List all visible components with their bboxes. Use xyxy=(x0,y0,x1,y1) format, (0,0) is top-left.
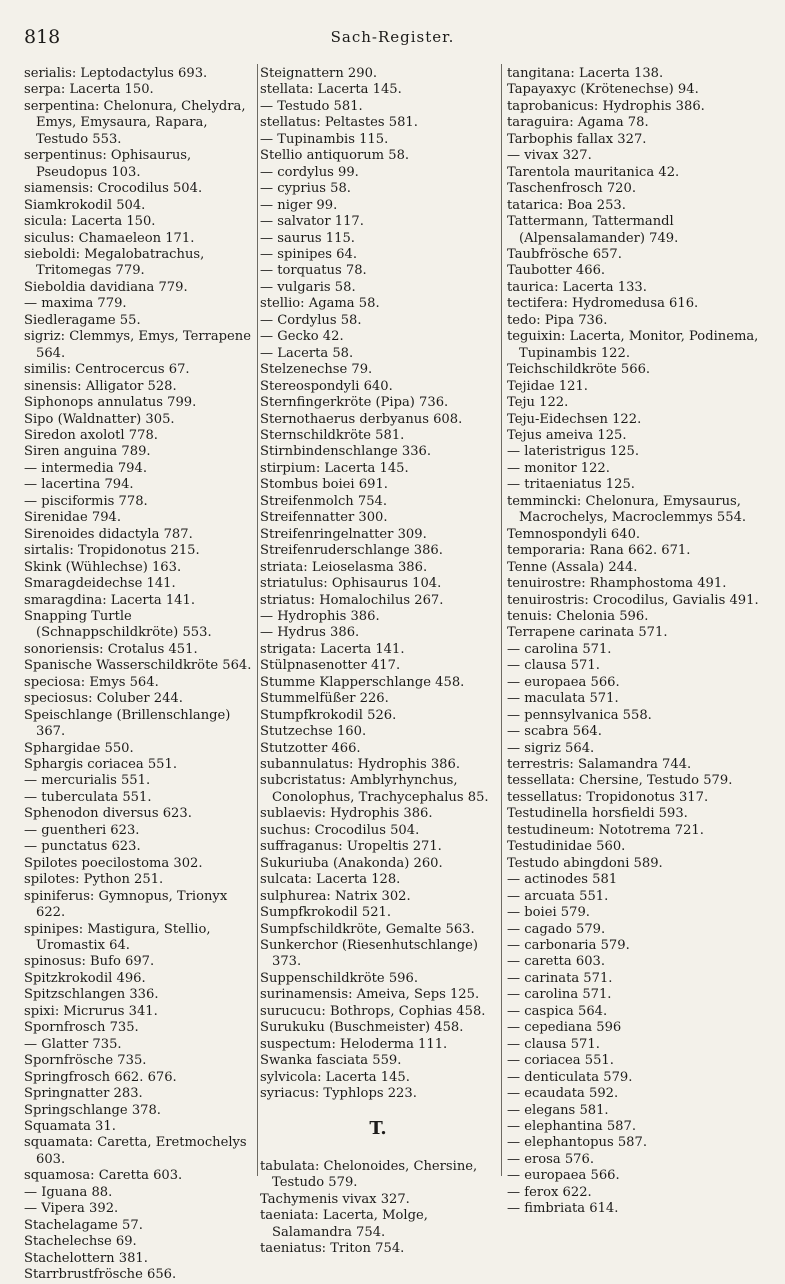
index-entry: — elephantopus 587. xyxy=(507,1135,647,1151)
index-entry: spinipes: Mastigura, Stellio, Uromastix 64. xyxy=(24,921,211,954)
index-entry: — Glatter 735. xyxy=(24,1036,122,1052)
index-entry: — elephantina 587. xyxy=(507,1119,637,1134)
index-entry: Teju-Eidechsen 122. xyxy=(507,411,642,427)
index-entry: Siren anguina 789. xyxy=(24,444,151,460)
index-entry: subannulatus: Hydrophis 386. xyxy=(260,757,460,773)
index-entry: tenuirostris: Crocodilus, Gavialis 491. xyxy=(507,592,759,608)
page-number: 818 xyxy=(24,26,61,48)
index-entry: — pisciformis 778. xyxy=(24,493,148,509)
index-entry: serialis: Leptodactylus 693. xyxy=(24,66,208,81)
index-entry: sylvicola: Lacerta 145. xyxy=(260,1069,410,1085)
index-entry: — cepediana 596 xyxy=(507,1020,622,1036)
index-entry: stirpium: Lacerta 145. xyxy=(260,460,409,476)
index-entry: — ecaudata 592. xyxy=(507,1086,619,1102)
index-entry: Streifenruderschlange 386. xyxy=(260,543,443,559)
index-entry: Streifenringelnatter 309. xyxy=(260,526,427,542)
index-entry: Sirenoides didactyla 787. xyxy=(24,526,193,542)
index-entry: — europaea 566. xyxy=(507,674,620,690)
index-entry: Siphonops annulatus 799. xyxy=(24,395,197,411)
index-entry: — elegans 581. xyxy=(507,1102,609,1118)
index-entry: sieboldi: Megalobatrachus, Tritomegas 779. xyxy=(24,246,205,279)
index-entry: tenuirostre: Rhamphostoma 491. xyxy=(507,576,727,592)
index-entry: Stellio antiquorum 58. xyxy=(260,148,410,164)
index-entry: stellio: Agama 58. xyxy=(260,296,380,312)
index-entry: spiniferus: Gymnopus, Trionyx 622. xyxy=(24,888,228,921)
index-entry: — caretta 603. xyxy=(507,954,606,970)
index-entry: — fimbriata 614. xyxy=(507,1201,619,1217)
index-entry: — punctatus 623. xyxy=(24,839,141,855)
index-entry: Teichschildkröte 566. xyxy=(507,362,651,378)
index-entry: Temnospondyli 640. xyxy=(507,526,641,542)
index-entry: suspectum: Heloderma 111. xyxy=(260,1036,448,1052)
index-entry: temmincki: Chelonura, Emysaurus, Macrochelys, Macroclemmys 554. xyxy=(507,493,747,526)
index-entry: Streifenmolch 754. xyxy=(260,493,388,509)
index-entry: strigata: Lacerta 141. xyxy=(260,641,405,657)
index-entry: spixi: Micrurus 341. xyxy=(24,1003,158,1019)
index-entry: tedo: Pipa 736. xyxy=(507,312,608,328)
index-column-2-entries xyxy=(260,66,496,1103)
index-entry: tenuis: Chelonia 596. xyxy=(507,608,649,624)
index-entry: taraguira: Agama 78. xyxy=(507,115,649,131)
index-column-2 xyxy=(260,66,496,1258)
index-entry: Taubotter 466. xyxy=(507,263,606,279)
index-entry: — Iguana 88. xyxy=(24,1184,113,1200)
index-entry: Sumpfschildkröte, Gemalte 563. xyxy=(260,921,475,937)
index-entry: — mercurialis 551. xyxy=(24,773,151,789)
index-entry: Spornfrösche 735. xyxy=(24,1053,147,1069)
index-entry: Stombus boiei 691. xyxy=(260,477,388,493)
index-entry: Stereospondyli 640. xyxy=(260,378,393,394)
index-entry: — vulgaris 58. xyxy=(260,279,356,295)
index-entry: sicula: Lacerta 150. xyxy=(24,214,156,230)
index-entry: Tenne (Assala) 244. xyxy=(507,559,638,575)
index-entry: — clausa 571. xyxy=(507,1036,600,1052)
index-entry: testudineum: Nototrema 721. xyxy=(507,822,704,838)
index-entry: — vivax 327. xyxy=(507,148,592,164)
index-entry: Stachelottern 381. xyxy=(24,1250,148,1266)
section-letter-heading: T. xyxy=(369,1117,387,1139)
index-entry: striatulus: Ophisaurus 104. xyxy=(260,576,442,592)
index-entry: speciosus: Coluber 244. xyxy=(24,691,183,707)
index-entry: — actinodes 581 xyxy=(507,872,618,888)
index-entry: teguixin: Lacerta, Monitor, Podinema, Tupinambis 122. xyxy=(507,329,759,361)
index-entry: sinensis: Alligator 528. xyxy=(24,378,177,394)
index-entry: — Hydrophis 386. xyxy=(260,608,380,624)
index-entry: taeniatus: Triton 754. xyxy=(260,1241,405,1257)
index-entry: Spitzkrokodil 496. xyxy=(24,970,146,986)
index-entry: serpentina: Chelonura, Chelydra, Emys, Emysaura, Rapara, Testudo 553. xyxy=(24,98,246,147)
index-entry: — sigriz 564. xyxy=(507,740,595,756)
index-entry: — maculata 571. xyxy=(507,691,619,707)
index-entry: — maxima 779. xyxy=(24,296,127,312)
page-header xyxy=(0,26,785,50)
index-entry: — lateristrigus 125. xyxy=(507,444,639,460)
index-entry: Sphargidae 550. xyxy=(24,740,134,756)
index-entry: Suppenschildkröte 596. xyxy=(260,970,418,986)
index-entry: — pennsylvanica 558. xyxy=(507,707,652,723)
index-entry: Terrapene carinata 571. xyxy=(507,625,668,641)
index-entry: Testudinidae 560. xyxy=(507,839,626,855)
index-entry: — ferox 622. xyxy=(507,1184,592,1200)
index-entry: serpentinus: Ophisaurus, Pseudopus 103. xyxy=(24,148,192,180)
index-entry: — cagado 579. xyxy=(507,921,606,937)
index-entry: temporaria: Rana 662. 671. xyxy=(507,543,691,559)
index-entry: surucucu: Bothrops, Cophias 458. xyxy=(260,1003,486,1019)
index-entry: Tattermann, Tattermandl (Alpensalamander) 749. xyxy=(507,214,679,246)
index-entry: striatus: Homalochilus 267. xyxy=(260,592,444,608)
index-entry: Stirnbindenschlange 336. xyxy=(260,444,432,460)
index-entry: — carolina 571. xyxy=(507,641,612,657)
index-entry: — Testudo 581. xyxy=(260,98,363,114)
index-entry: — Gecko 42. xyxy=(260,329,344,345)
running-head: Sach-Register. xyxy=(330,28,455,46)
index-entry: Sirenidae 794. xyxy=(24,510,122,526)
index-entry: taurica: Lacerta 133. xyxy=(507,279,647,295)
index-entry: — coriacea 551. xyxy=(507,1053,614,1069)
index-entry: surinamensis: Ameiva, Seps 125. xyxy=(260,987,480,1003)
index-entry: tectifera: Hydromedusa 616. xyxy=(507,296,699,312)
index-entry: — monitor 122. xyxy=(507,460,610,476)
index-entry: tatarica: Boa 253. xyxy=(507,197,626,213)
index-entry: — spinipes 64. xyxy=(260,246,358,262)
index-entry: Stummelfüßer 226. xyxy=(260,691,389,707)
index-entry: — denticulata 579. xyxy=(507,1069,633,1085)
index-entry: taprobanicus: Hydrophis 386. xyxy=(507,98,705,114)
index-entry: — cordylus 99. xyxy=(260,164,359,180)
index-entry: tangitana: Lacerta 138. xyxy=(507,66,664,81)
index-entry: — salvator 117. xyxy=(260,214,364,230)
index-entry: Tarentola mauritanica 42. xyxy=(507,164,680,180)
index-entry: — carbonaria 579. xyxy=(507,938,630,954)
index-entry: tessellata: Chersine, Testudo 579. xyxy=(507,773,733,789)
index-entry: Siamkrokodil 504. xyxy=(24,197,146,213)
index-entry: tessellatus: Tropidonotus 317. xyxy=(507,789,709,805)
index-entry: — boiei 579. xyxy=(507,905,590,921)
index-entry: Stutzechse 160. xyxy=(260,724,367,740)
index-entry: Stachelechse 69. xyxy=(24,1234,137,1250)
index-entry: Swanka fasciata 559. xyxy=(260,1053,402,1069)
index-entry: Testudinella horsfieldi 593. xyxy=(507,806,688,822)
index-entry: — Cordylus 58. xyxy=(260,312,362,328)
index-entry: spilotes: Python 251. xyxy=(24,872,164,888)
index-entry: Starrbrustfrösche 656. xyxy=(24,1267,177,1283)
index-entry: — carinata 571. xyxy=(507,970,613,986)
index-entry: striata: Leioselasma 386. xyxy=(260,559,428,575)
index-entry: Speischlange (Brillenschlange) 367. xyxy=(24,707,231,740)
index-entry: Spornfrosch 735. xyxy=(24,1020,139,1036)
index-column-3 xyxy=(507,66,765,1218)
index-entry: subcristatus: Amblyrhynchus, Conolophus, Trachycephalus 85. xyxy=(260,773,489,805)
index-entry: — erosa 576. xyxy=(507,1151,594,1167)
index-entry: Teju 122. xyxy=(507,395,569,411)
index-entry: Stumpfkrokodil 526. xyxy=(260,707,397,723)
index-entry: Sphenodon diversus 623. xyxy=(24,806,192,822)
index-entry: Streifennatter 300. xyxy=(260,510,388,526)
index-entry: stellata: Lacerta 145. xyxy=(260,82,402,98)
index-entry: sublaevis: Hydrophis 386. xyxy=(260,806,433,822)
index-entry: Stumme Klapperschlange 458. xyxy=(260,674,465,690)
index-entry: Tarbophis fallax 327. xyxy=(507,131,647,147)
index-entry: — scabra 564. xyxy=(507,724,602,740)
index-entry: spinosus: Bufo 697. xyxy=(24,954,155,970)
index-entry: Squamata 31. xyxy=(24,1119,116,1134)
index-entry: — intermedia 794. xyxy=(24,460,148,476)
index-entry: — torquatus 78. xyxy=(260,263,367,279)
index-entry: speciosa: Emys 564. xyxy=(24,674,159,690)
index-entry: Stülpnasenotter 417. xyxy=(260,658,401,674)
index-entry: taeniata: Lacerta, Molge, Salamandra 754. xyxy=(260,1208,428,1240)
index-entry: Spitzschlangen 336. xyxy=(24,987,159,1003)
index-entry: — Lacerta 58. xyxy=(260,345,354,361)
index-entry: Sphargis coriacea 551. xyxy=(24,757,177,773)
index-entry: squamata: Caretta, Eretmochelys 603. xyxy=(24,1135,247,1167)
index-entry: — niger 99. xyxy=(260,197,338,213)
index-entry: sirtalis: Tropidonotus 215. xyxy=(24,543,200,559)
index-entry: Stutzotter 466. xyxy=(260,740,361,756)
index-entry: Skink (Wühlechse) 163. xyxy=(24,559,182,575)
index-entry: — tritaeniatus 125. xyxy=(507,477,635,493)
index-entry: Tejus ameiva 125. xyxy=(507,427,627,443)
index-entry: — lacertina 794. xyxy=(24,477,134,493)
index-entry: — clausa 571. xyxy=(507,658,600,674)
index-entry: Sunkerchor (Riesenhutschlange) 373. xyxy=(260,938,478,970)
index-entry: Taschenfrosch 720. xyxy=(507,181,636,197)
index-entry: suffraganus: Uropeltis 271. xyxy=(260,839,442,855)
index-entry: Sumpfkrokodil 521. xyxy=(260,905,392,921)
index-entry: Sukuriuba (Anakonda) 260. xyxy=(260,855,443,871)
index-entry: Sternothaerus derbyanus 608. xyxy=(260,411,463,427)
index-entry: Sipo (Waldnatter) 305. xyxy=(24,411,175,427)
index-entry: Stachelagame 57. xyxy=(24,1217,143,1233)
index-entry: Taubfrösche 657. xyxy=(507,246,622,262)
index-entry: Smaragdeidechse 141. xyxy=(24,576,176,592)
index-entry: terrestris: Salamandra 744. xyxy=(507,757,692,773)
column-divider xyxy=(257,64,258,1176)
index-entry: squamosa: Caretta 603. xyxy=(24,1168,183,1184)
index-entry: sonoriensis: Crotalus 451. xyxy=(24,641,198,657)
index-entry: — arcuata 551. xyxy=(507,888,609,904)
index-entry: Tachymenis vivax 327. xyxy=(260,1191,410,1207)
index-entry: Tejidae 121. xyxy=(507,378,588,394)
index-entry: Testudo abingdoni 589. xyxy=(507,855,663,871)
index-column-2-t-entries xyxy=(260,1159,496,1258)
index-entry: Siredon axolotl 778. xyxy=(24,427,158,443)
index-entry: — Vipera 392. xyxy=(24,1201,119,1217)
index-entry: stellatus: Peltastes 581. xyxy=(260,115,418,131)
index-column-1 xyxy=(24,66,256,1284)
index-entry: — carolina 571. xyxy=(507,987,612,1003)
index-entry: — guentheri 623. xyxy=(24,822,140,838)
index-entry: — saurus 115. xyxy=(260,230,355,246)
index-entry: Springnatter 283. xyxy=(24,1086,143,1102)
index-entry: Spanische Wasserschildkröte 564. xyxy=(24,658,252,674)
index-entry: Tapayaxyc (Krötenechse) 94. xyxy=(507,82,699,98)
index-entry: siamensis: Crocodilus 504. xyxy=(24,181,203,197)
index-entry: — cyprius 58. xyxy=(260,181,351,197)
index-entry: — tuberculata 551. xyxy=(24,789,152,805)
index-entry: serpa: Lacerta 150. xyxy=(24,82,154,98)
index-entry: — Hydrus 386. xyxy=(260,625,360,641)
index-entry: similis: Centrocercus 67. xyxy=(24,362,190,378)
index-entry: smaragdina: Lacerta 141. xyxy=(24,592,195,608)
index-entry: — caspica 564. xyxy=(507,1003,608,1019)
index-entry: tabulata: Chelonoides, Chersine, Testudo 579. xyxy=(260,1159,478,1191)
index-entry: sulphurea: Natrix 302. xyxy=(260,888,411,904)
index-entry: syriacus: Typhlops 223. xyxy=(260,1086,417,1102)
index-entry: Springfrosch 662. 676. xyxy=(24,1069,177,1085)
index-entry: suchus: Crocodilus 504. xyxy=(260,822,420,838)
index-entry: sulcata: Lacerta 128. xyxy=(260,872,401,888)
index-entry: Spilotes poecilostoma 302. xyxy=(24,855,203,871)
index-entry: Snapping Turtle (Schnappschildkröte) 553. xyxy=(24,608,212,641)
index-entry: Sternschildkröte 581. xyxy=(260,427,405,443)
index-entry: Springschlange 378. xyxy=(24,1102,161,1118)
column-divider xyxy=(501,64,502,1176)
index-entry: Surukuku (Buschmeister) 458. xyxy=(260,1020,464,1036)
index-entry: Siedleragame 55. xyxy=(24,312,141,328)
index-entry: siculus: Chamaeleon 171. xyxy=(24,230,195,246)
index-entry: Steignattern 290. xyxy=(260,66,378,81)
index-entry: — Tupinambis 115. xyxy=(260,131,389,147)
index-entry: — europaea 566. xyxy=(507,1168,620,1184)
index-entry: sigriz: Clemmys, Emys, Terrapene 564. xyxy=(24,329,251,361)
index-entry: Stelzenechse 79. xyxy=(260,362,373,378)
index-entry: Sternfingerkröte (Pipa) 736. xyxy=(260,395,449,411)
index-entry: Sieboldia davidiana 779. xyxy=(24,279,188,295)
